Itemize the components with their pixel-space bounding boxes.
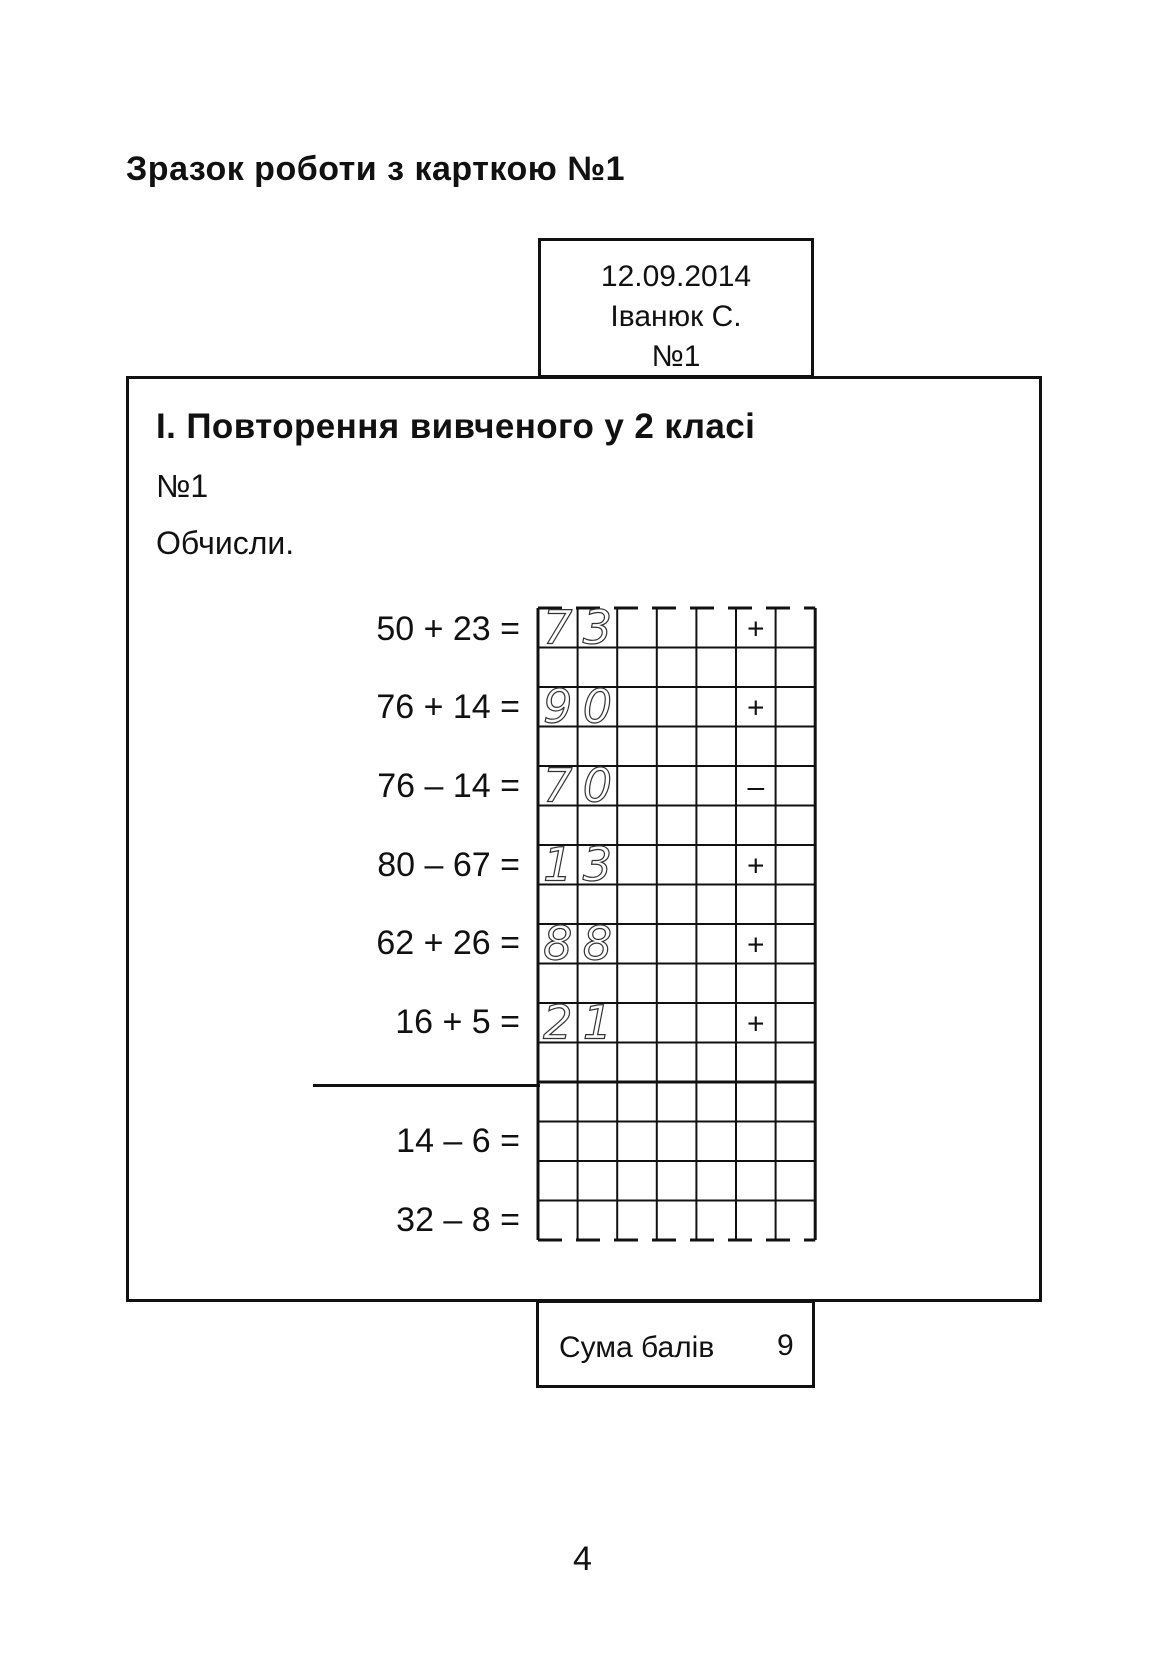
- task-instruction: Обчисли.: [156, 525, 295, 561]
- score-label: Сума балів: [559, 1331, 715, 1364]
- check-mark-sign: +: [747, 691, 765, 725]
- handwritten-answer-digit: 8: [582, 916, 613, 971]
- score-value: 9: [777, 1329, 794, 1362]
- exercise-expression: 62 + 26 =: [376, 924, 520, 962]
- handwritten-answer-digit: 9: [543, 679, 573, 734]
- check-mark-sign: +: [747, 928, 765, 962]
- task-number: №1: [156, 468, 209, 504]
- exercise-expression: 16 + 5 =: [395, 1003, 520, 1041]
- check-mark-sign: +: [747, 1007, 765, 1041]
- handwritten-answer-digit: 3: [582, 837, 613, 892]
- card-number: №1: [651, 340, 701, 373]
- handwritten-answer-digit: 8: [543, 916, 573, 971]
- handwritten-answer-digit: 1: [582, 995, 613, 1050]
- date-label: 12.09.2014: [600, 260, 752, 293]
- exercise-expression: 80 – 67 =: [377, 846, 520, 884]
- exercise-expression: 14 – 6 =: [396, 1122, 520, 1160]
- check-mark-sign: +: [747, 849, 765, 883]
- handwritten-answer-digit: 0: [582, 758, 613, 813]
- exercise-expression: 50 + 23 =: [376, 610, 520, 648]
- handwritten-answer-digit: 7: [543, 758, 573, 813]
- check-mark-sign: –: [747, 770, 765, 804]
- exercise-expression: 32 – 8 =: [396, 1201, 520, 1239]
- page-number: 4: [573, 1540, 592, 1578]
- student-name: Іванюк С.: [610, 300, 742, 333]
- exercise-expression: 76 + 14 =: [376, 688, 520, 726]
- handwritten-answer-digit: 2: [543, 995, 573, 1050]
- exercise-expression: 76 – 14 =: [377, 767, 520, 805]
- handwritten-answer-digit: 7: [543, 600, 573, 655]
- section-title: І. Повторення вивченого у 2 класі: [156, 407, 756, 446]
- page-heading: Зразок роботи з карткою №1: [126, 150, 626, 188]
- handwritten-answer-digit: 0: [582, 679, 613, 734]
- handwritten-answer-digit: 3: [582, 600, 613, 655]
- check-mark-sign: +: [747, 612, 765, 646]
- handwritten-answer-digit: 1: [543, 837, 573, 892]
- score-box: [536, 1300, 815, 1388]
